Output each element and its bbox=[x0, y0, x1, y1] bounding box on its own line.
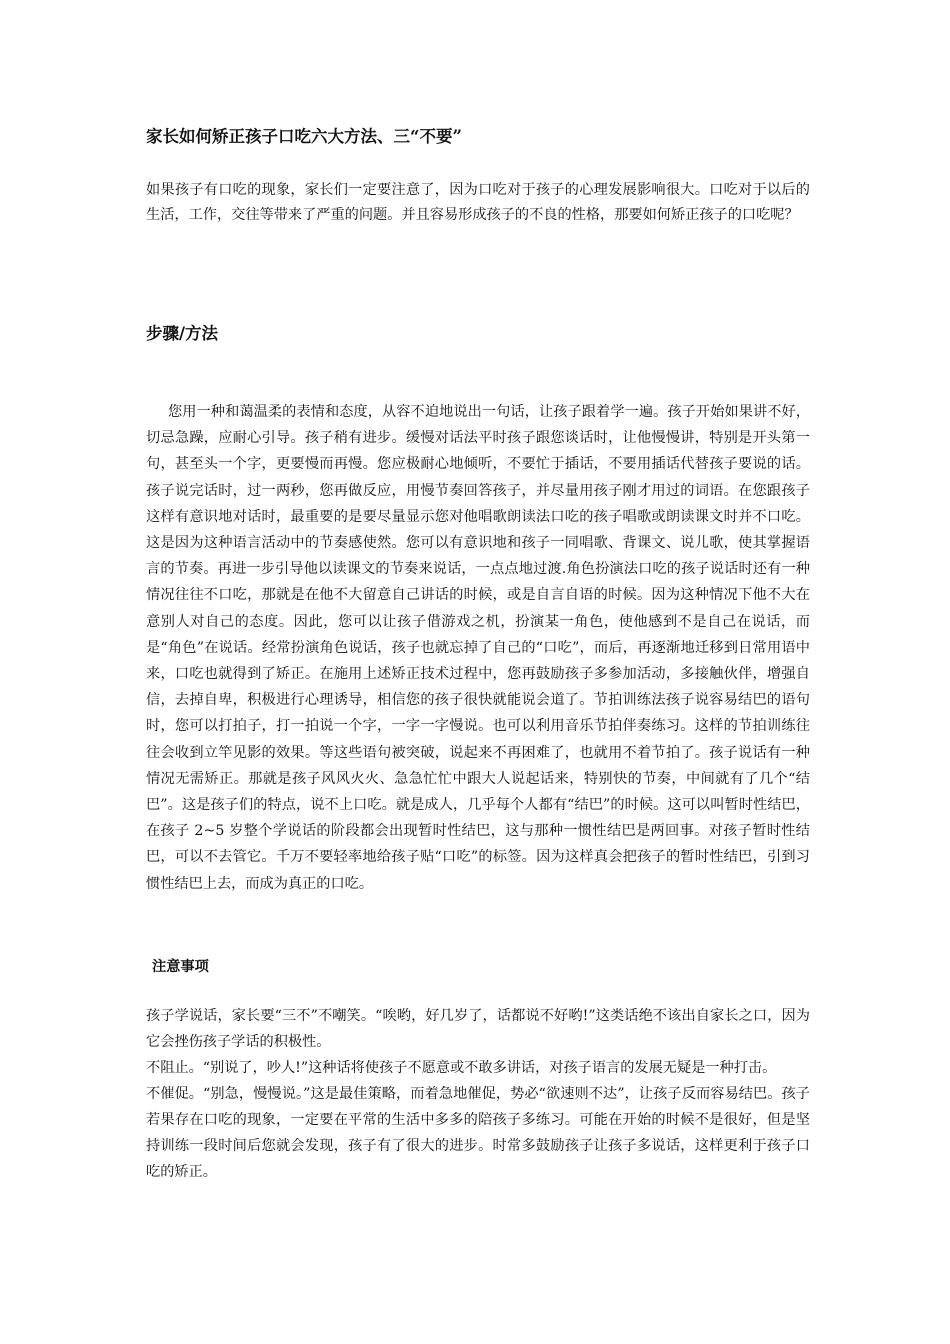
intro-paragraph: 如果孩子有口吃的现象，家长们一定要注意了，因为口吃对于孩子的心理发展影响很大。口吃对于以后的生活，工作，交往等带来了严重的问题。并且容易形成孩子的不良的性格，那要如何矫正孩子的口吃呢？ bbox=[146, 182, 810, 223]
notes-section bbox=[146, 1003, 810, 1185]
note-paragraph: 孩子学说话，家长要“三不”不嘲笑。“唉哟，好几岁了，话都说不好哟!”这类话绝不该出自家长之口，因为它会挫伤孩子学话的积极性。 bbox=[146, 1008, 810, 1050]
note-paragraph: 不催促。“别急，慢慢说。”这是最佳策略，而着急地催促，势必“欲速则不达”，让孩子反而容易结巴。孩子若果存在口吃的现象，一定要在平常的生活中多多的陪孩子多练习。可能在开始的时候不是很好，但是坚持训练一段时间后您就会发现，孩子有了很大的进步。时常多鼓励孩子让孩子多说话，这样更利于孩子口吃的矫正。 bbox=[146, 1086, 810, 1180]
steps-paragraph: 您用一种和蔼温柔的表情和态度，从容不迫地说出一句话，让孩子跟着学一遍。孩子开始如果讲不好，切忌急躁，应耐心引导。孩子稍有进步。缓慢对话法平时孩子跟您谈话时，让他慢慢讲，特别是开头第一句，甚至头一个字，更要慢而再慢。您应极耐心地倾听，不要忙于插话，不要用插话代替孩子要说的话。孩子说完话时，过一两秒，您再做反应，用慢节奏回答孩子，并尽量用孩子刚才用过的词语。在您跟孩子这样有意识地对话时，最重要的是要尽量显示您对他唱歌朗读法口吃的孩子唱歌或朗读课文时并不口吃。这是因为这种语言活动中的节奏感使然。您可以有意识地和孩子一同唱歌、背课文、说儿歌，使其掌握语言的节奏。再进一步引导他以读课文的节奏来说话，一点点地过渡.角色扮演法口吃的孩子说话时还有一种情况往往不口吃，那就是在他不大留意自己讲话的时候，或是自言自语的时候。因为这种情况下他不大在意别人对自己的态度。因此，您可以让孩子借游戏之机，扮演某一角色，使他感到不是自己在说话，而是“角色”在说话。经常扮演角色说话，孩子也就忘掉了自己的“口吃”，而后，再逐渐地迁移到日常用语中来，口吃也就得到了矫正。在施用上述矫正技术过程中，您再鼓励孩子多参加活动，多接触伙伴，增强自信，去掉自卑，积极进行心理诱导，相信您的孩子很快就能说会道了。节拍训练法孩子说容易结巴的语句时，您可以打拍子，打一拍说一个字，一字一字慢说。也可以利用音乐节拍伴奏练习。这样的节拍训练往往会收到立竿见影的效果。等这些语句被突破，说起来不再困难了，也就用不着节拍了。孩子说话有一种情况无需矫正。那就是孩子风风火火、急急忙忙中跟大人说起话来，特别快的节奏，中间就有了几个“结巴”。这是孩子们的特点，说不上口吃。就是成人，几乎每个人都有“结巴”的时候。这可以叫暂时性结巴，在孩子 2~5 岁整个学说话的阶段都会出现暂时性结巴，这与那种一惯性结巴是两回事。对孩子暂时性结巴，可以不去管它。千万不要轻率地给孩子贴“口吃”的标签。因为这样真会把孩子的暂时性结巴，引到习惯性结巴上去，而成为真正的口吃。 bbox=[146, 404, 810, 892]
notes-heading: 注意事项 bbox=[152, 959, 209, 975]
note-paragraph: 不阻止。“别说了，吵人!”这种话将使孩子不愿意或不敢多讲话，对孩子语言的发展无疑是一种打击。 bbox=[146, 1060, 777, 1076]
steps-heading: 步骤/方法 bbox=[146, 324, 219, 343]
document-title: 家长如何矫正孩子口吃六大方法、三“不要” bbox=[146, 127, 462, 146]
